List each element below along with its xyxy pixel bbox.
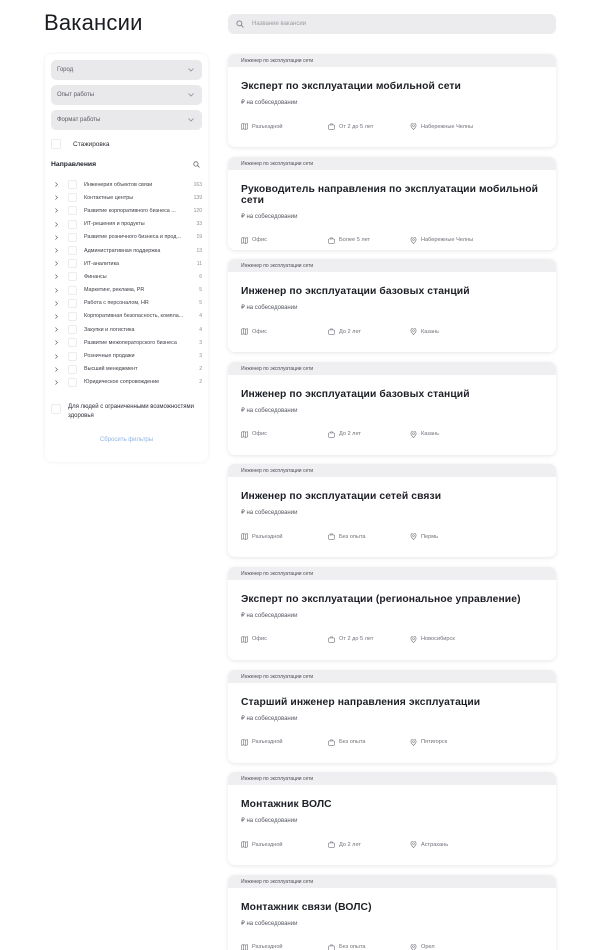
vacancy-format: Офис bbox=[252, 431, 267, 438]
direction-item[interactable] bbox=[51, 178, 202, 191]
vacancy-category: Инженер по эксплуатации сети bbox=[228, 362, 556, 375]
direction-name: Юридическое сопровождение bbox=[84, 379, 160, 386]
chevron-down-icon bbox=[188, 68, 194, 72]
location-pin-icon bbox=[410, 636, 417, 643]
map-icon bbox=[241, 123, 248, 130]
reset-filters-link[interactable]: Сбросить фильтры bbox=[99, 437, 154, 443]
map-icon bbox=[241, 636, 248, 643]
vacancy-format: Разъездной bbox=[252, 739, 283, 746]
chevron-right-icon[interactable] bbox=[51, 208, 61, 213]
chevron-right-icon[interactable] bbox=[51, 195, 61, 200]
vacancy-title[interactable]: Монтажник ВОЛС bbox=[241, 799, 332, 811]
vacancy-list bbox=[228, 54, 556, 950]
direction-checkbox[interactable] bbox=[68, 259, 77, 268]
direction-count: 19 bbox=[196, 234, 202, 241]
direction-name: Финансы bbox=[84, 273, 107, 280]
vacancy-title[interactable]: Старший инженер направления эксплуатации bbox=[241, 696, 481, 708]
direction-count: 33 bbox=[196, 221, 202, 228]
vacancy-city: Набережные Челны bbox=[421, 123, 474, 130]
vacancy-city: Астрахань bbox=[421, 841, 449, 848]
direction-name: Высший менеджмент bbox=[84, 366, 138, 373]
direction-item[interactable] bbox=[51, 323, 202, 336]
vacancy-format: Офис bbox=[252, 237, 267, 244]
direction-count: 139 bbox=[193, 194, 202, 201]
briefcase-icon bbox=[328, 123, 335, 130]
direction-checkbox[interactable] bbox=[68, 299, 77, 308]
disabilities-checkbox-row[interactable] bbox=[51, 403, 202, 421]
direction-name: Развитие корпоративного бизнеса ... bbox=[84, 207, 176, 214]
vacancy-format: Офис bbox=[252, 636, 267, 643]
search-icon[interactable] bbox=[193, 161, 200, 168]
vacancy-salary: ₽ на собеседовании bbox=[241, 100, 298, 106]
direction-checkbox[interactable] bbox=[68, 233, 77, 242]
briefcase-icon bbox=[328, 841, 335, 848]
direction-item[interactable] bbox=[51, 204, 202, 217]
chevron-right-icon[interactable] bbox=[51, 301, 61, 306]
vacancy-experience: Без опыта bbox=[339, 533, 366, 540]
briefcase-icon bbox=[328, 739, 335, 746]
chevron-right-icon[interactable] bbox=[51, 354, 61, 359]
disabilities-label: Для людей с ограниченными возможностями здоровья bbox=[68, 404, 194, 419]
chevron-right-icon[interactable] bbox=[51, 261, 61, 266]
location-pin-icon bbox=[410, 237, 417, 244]
direction-name: Маркетинг, реклама, PR bbox=[84, 287, 145, 294]
vacancy-card[interactable] bbox=[228, 772, 556, 865]
direction-item[interactable] bbox=[51, 297, 202, 310]
vacancy-city: Набережные Челны bbox=[421, 237, 474, 244]
briefcase-icon bbox=[328, 237, 335, 244]
direction-count: 2 bbox=[199, 366, 202, 373]
vacancy-card[interactable] bbox=[228, 54, 556, 147]
directions-list bbox=[51, 178, 202, 389]
location-pin-icon bbox=[410, 328, 417, 335]
direction-item[interactable] bbox=[51, 349, 202, 362]
direction-name: Контактные центры bbox=[84, 194, 134, 201]
chevron-right-icon[interactable] bbox=[51, 314, 61, 319]
vacancy-salary: ₽ на собеседовании bbox=[241, 715, 298, 722]
vacancy-format: Разъездной bbox=[252, 123, 283, 130]
vacancy-experience: Более 5 лет bbox=[339, 237, 371, 244]
direction-name: Инженерия объектов связи bbox=[84, 181, 153, 188]
direction-count: 3 bbox=[199, 339, 202, 346]
direction-name: Развитие межоператорского бизнеса bbox=[84, 339, 177, 346]
vacancy-title[interactable]: Эксперт по эксплуатации мобильной сети bbox=[241, 81, 461, 92]
vacancy-category: Инженер по эксплуатации сети bbox=[228, 875, 556, 888]
direction-count: 13 bbox=[196, 247, 202, 254]
vacancy-format: Разъездной bbox=[252, 944, 283, 950]
direction-count: 5 bbox=[199, 300, 202, 307]
direction-checkbox[interactable] bbox=[68, 246, 77, 255]
map-icon bbox=[241, 431, 248, 438]
chevron-right-icon[interactable] bbox=[51, 235, 61, 240]
vacancy-salary: ₽ на собеседовании bbox=[241, 818, 298, 825]
direction-checkbox[interactable] bbox=[68, 206, 77, 215]
direction-checkbox[interactable] bbox=[68, 325, 77, 334]
location-pin-icon bbox=[410, 431, 417, 438]
vacancy-salary: ₽ на собеседовании bbox=[241, 407, 298, 414]
direction-count: 120 bbox=[193, 207, 202, 214]
vacancy-category: Инженер по эксплуатации сети bbox=[228, 670, 556, 683]
direction-name: ИТ-решения и продукты bbox=[84, 221, 145, 228]
direction-item[interactable] bbox=[51, 218, 202, 231]
chevron-right-icon[interactable] bbox=[51, 222, 61, 227]
dropdown-label: Опыт работы bbox=[57, 92, 95, 98]
direction-checkbox[interactable] bbox=[68, 286, 77, 295]
map-icon bbox=[241, 237, 248, 244]
direction-checkbox[interactable] bbox=[68, 193, 77, 202]
direction-count: 2 bbox=[199, 379, 202, 386]
search-icon bbox=[236, 20, 244, 28]
city-dropdown[interactable] bbox=[51, 60, 202, 80]
location-pin-icon bbox=[410, 123, 417, 130]
directions-header bbox=[51, 161, 202, 168]
map-icon bbox=[241, 739, 248, 746]
vacancy-format: Разъездной bbox=[252, 533, 283, 540]
location-pin-icon bbox=[410, 944, 417, 950]
chevron-down-icon bbox=[188, 118, 194, 122]
vacancy-category: Инженер по эксплуатации сети bbox=[228, 157, 556, 170]
vacancy-salary: ₽ на собеседовании bbox=[241, 920, 298, 927]
chevron-right-icon[interactable] bbox=[51, 367, 61, 372]
filters-panel bbox=[45, 54, 208, 462]
vacancy-title[interactable]: Инженер по эксплуатации сетей связи bbox=[241, 491, 442, 503]
experience-dropdown[interactable] bbox=[51, 85, 202, 105]
vacancy-experience: Без опыта bbox=[339, 944, 366, 950]
vacancy-category: Инженер по эксплуатации сети bbox=[228, 259, 556, 272]
direction-item[interactable] bbox=[51, 244, 202, 257]
vacancy-category: Инженер по эксплуатации сети bbox=[228, 567, 556, 580]
dropdown-label: Город bbox=[57, 67, 74, 73]
vacancy-title[interactable]: Инженер по эксплуатации базовых станций bbox=[241, 286, 470, 298]
vacancy-salary: ₽ на собеседовании bbox=[241, 213, 298, 220]
work-format-dropdown[interactable] bbox=[51, 110, 202, 130]
vacancy-title[interactable]: Монтажник связи (ВОЛС) bbox=[241, 901, 372, 913]
direction-item[interactable] bbox=[51, 270, 202, 283]
location-pin-icon bbox=[410, 841, 417, 848]
direction-checkbox[interactable] bbox=[68, 312, 77, 321]
vacancy-city: Орел bbox=[421, 944, 435, 950]
chevron-right-icon[interactable] bbox=[51, 288, 61, 293]
direction-count: 4 bbox=[199, 313, 202, 320]
vacancy-experience: Без опыта bbox=[339, 739, 366, 746]
direction-count: 3 bbox=[199, 353, 202, 360]
internship-label: Стажировка bbox=[73, 140, 110, 148]
vacancy-salary: ₽ на собеседовании bbox=[241, 305, 298, 312]
direction-count: 163 bbox=[193, 181, 202, 188]
direction-item[interactable] bbox=[51, 376, 202, 389]
direction-item[interactable] bbox=[51, 336, 202, 349]
chevron-down-icon bbox=[188, 93, 194, 97]
briefcase-icon bbox=[328, 944, 335, 950]
direction-item[interactable] bbox=[51, 231, 202, 244]
disabilities-checkbox[interactable] bbox=[51, 404, 61, 414]
chevron-right-icon[interactable] bbox=[51, 340, 61, 345]
vacancy-city: Казань bbox=[421, 328, 439, 335]
chevron-right-icon[interactable] bbox=[51, 327, 61, 332]
vacancy-city: Пятигорск bbox=[421, 739, 448, 746]
vacancy-card[interactable] bbox=[228, 670, 556, 763]
directions-title: Направления bbox=[51, 161, 97, 168]
page-title: Вакансии bbox=[44, 10, 143, 35]
chevron-right-icon[interactable] bbox=[51, 380, 61, 385]
direction-count: 5 bbox=[199, 287, 202, 294]
direction-name: Административная поддержка bbox=[84, 247, 161, 254]
direction-item[interactable] bbox=[51, 284, 202, 297]
internship-checkbox[interactable] bbox=[51, 139, 61, 149]
vacancy-format: Разъездной bbox=[252, 841, 283, 848]
vacancy-city: Пермь bbox=[421, 533, 439, 540]
vacancy-experience: До 2 лет bbox=[339, 328, 361, 335]
briefcase-icon bbox=[328, 328, 335, 335]
vacancy-card[interactable] bbox=[228, 464, 556, 557]
direction-name: ИТ-аналитика bbox=[84, 260, 120, 267]
vacancy-city: Казань bbox=[421, 431, 439, 438]
vacancy-category: Инженер по эксплуатации сети bbox=[228, 54, 556, 67]
vacancy-title[interactable]: Руководитель направления по эксплуатации мобильной сети bbox=[241, 183, 539, 206]
direction-count: 11 bbox=[196, 260, 202, 267]
vacancy-experience: От 2 до 5 лет bbox=[339, 636, 374, 643]
vacancy-salary: ₽ на собеседовании bbox=[241, 510, 298, 517]
location-pin-icon bbox=[410, 739, 417, 746]
vacancy-format: Офис bbox=[252, 328, 267, 335]
vacancy-title[interactable]: Инженер по эксплуатации базовых станций bbox=[241, 388, 470, 400]
vacancy-experience: До 2 лет bbox=[339, 431, 361, 438]
search-input[interactable] bbox=[228, 14, 556, 34]
search-placeholder: Название вакансии bbox=[252, 21, 307, 27]
direction-checkbox[interactable] bbox=[68, 352, 77, 361]
briefcase-icon bbox=[328, 431, 335, 438]
vacancy-card[interactable] bbox=[228, 875, 556, 950]
direction-item[interactable] bbox=[51, 257, 202, 270]
direction-checkbox[interactable] bbox=[68, 272, 77, 281]
vacancy-category: Инженер по эксплуатации сети bbox=[228, 772, 556, 785]
vacancy-experience: От 2 до 5 лет bbox=[339, 123, 374, 130]
direction-checkbox[interactable] bbox=[68, 338, 77, 347]
map-icon bbox=[241, 841, 248, 848]
direction-checkbox[interactable] bbox=[68, 180, 77, 189]
direction-checkbox[interactable] bbox=[68, 378, 77, 387]
vacancy-card[interactable] bbox=[228, 259, 556, 352]
direction-checkbox[interactable] bbox=[68, 365, 77, 374]
chevron-right-icon[interactable] bbox=[51, 182, 61, 187]
location-pin-icon bbox=[410, 533, 417, 540]
direction-name: Развитие розничного бизнеса и прод... bbox=[84, 234, 181, 241]
vacancy-experience: До 2 лет bbox=[339, 841, 361, 848]
map-icon bbox=[241, 944, 248, 950]
vacancy-card[interactable] bbox=[228, 567, 556, 660]
map-icon bbox=[241, 328, 248, 335]
vacancy-city: Новосибирск bbox=[421, 636, 455, 643]
chevron-right-icon[interactable] bbox=[51, 274, 61, 279]
direction-item[interactable] bbox=[51, 363, 202, 376]
vacancy-card[interactable] bbox=[228, 362, 556, 455]
direction-item[interactable] bbox=[51, 191, 202, 204]
vacancy-category: Инженер по эксплуатации сети bbox=[228, 464, 556, 477]
direction-item[interactable] bbox=[51, 310, 202, 323]
chevron-right-icon[interactable] bbox=[51, 248, 61, 253]
direction-count: 4 bbox=[199, 326, 202, 333]
vacancy-card[interactable] bbox=[228, 157, 556, 250]
direction-name: Розничные продажи bbox=[84, 353, 135, 360]
map-icon bbox=[241, 533, 248, 540]
direction-name: Корпоративная безопасность, компла... bbox=[84, 313, 184, 320]
direction-checkbox[interactable] bbox=[68, 220, 77, 229]
direction-name: Закупки и логистика bbox=[84, 326, 135, 333]
dropdown-label: Формат работы bbox=[57, 117, 101, 123]
briefcase-icon bbox=[328, 533, 335, 540]
direction-count: 6 bbox=[199, 273, 202, 280]
vacancy-salary: ₽ на собеседовании bbox=[241, 612, 298, 619]
vacancy-title[interactable]: Эксперт по эксплуатации (региональное управление) bbox=[241, 593, 521, 605]
briefcase-icon bbox=[328, 636, 335, 643]
internship-checkbox-row[interactable] bbox=[51, 139, 202, 149]
direction-name: Работа с персоналом, HR bbox=[84, 300, 149, 307]
